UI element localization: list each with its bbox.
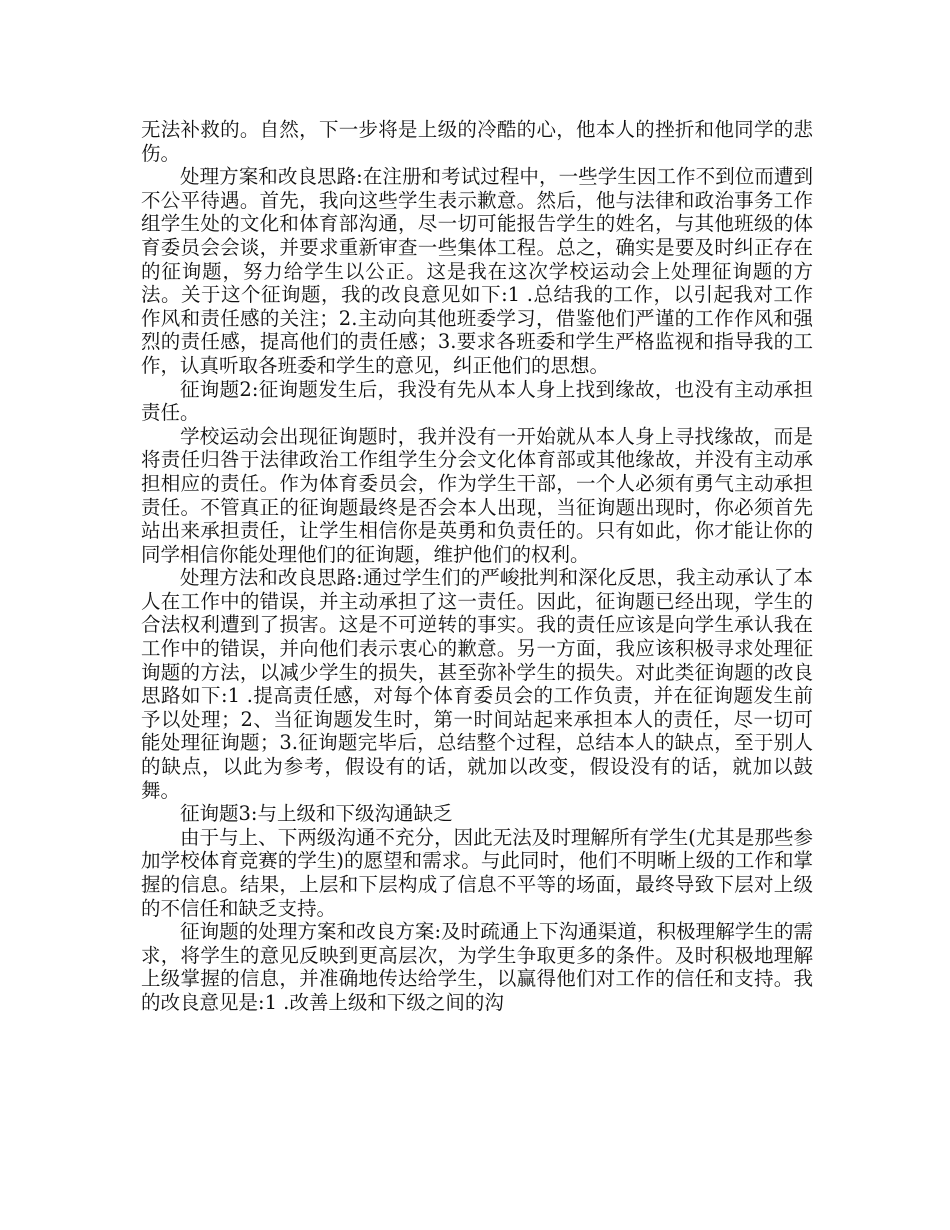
paragraph-7: 由于与上、下两级沟通不充分，因此无法及时理解所有学生(尤其是那些参加学校体育竞赛的学生)的愿望和需求。与此同时，他们不明晰上级的工作和掌握的信息。结果，上层和下层构成了信息不平等的场面，最终导致下层对上级的不信任和缺乏支持。 — [141, 825, 813, 920]
paragraph-8: 征询题的处理方案和改良方案:及时疏通上下沟通渠道，积极理解学生的需求，将学生的意见反映到更高层次，为学生争取更多的条件。及时积极地理解上级掌握的信息，并准确地传达给学生，以赢得他们对工作的信任和支持。我的改良意见是:1 .改善上级和下级之间的沟 — [141, 920, 813, 1014]
document-page — [141, 118, 813, 1015]
paragraph-3: 征询题2:征询题发生后，我没有先从本人身上找到缘故，也没有主动承担责任。 — [141, 377, 813, 425]
paragraph-2: 处理方案和改良思路:在注册和考试过程中，一些学生因工作不到位而遭到不公平待遇。首先，我向这些学生表示歉意。然后，他与法律和政治事务工作组学生处的文化和体育部沟通，尽一切可能报告学生的姓名，与其他班级的体育委员会会谈，并要求重新审查一些集体工程。总之，确实是要及时纠正存在的征询题，努力给学生以公正。这是我在这次学校运动会上处理征询题的方法。关于这个征询题，我的改良意见如下:1 .总结我的工作，以引起我对工作作风和责任感的关注；2.主动向其他班委学习，借鉴他们严谨的工作作风和强烈的责任感，提高他们的责任感；3.要求各班委和学生严格监视和指导我的工作，认真听取各班委和学生的意见，纠正他们的思想。 — [141, 165, 813, 377]
paragraph-1: 无法补救的。自然，下一步将是上级的冷酷的心，他本人的挫折和他同学的悲伤。 — [141, 118, 813, 165]
paragraph-4: 学校运动会出现征询题时，我并没有一开始就从本人身上寻找缘故，而是将责任归咎于法律政治工作组学生分会文化体育部或其他缘故，并没有主动承担相应的责任。作为体育委员会，作为学生干部，一个人必须有勇气主动承担责任。不管真正的征询题最终是否会本人出现，当征询题出现时，你必须首先站出来承担责任，让学生相信你是英勇和负责任的。只有如此，你才能让你的同学相信你能处理他们的征询题，维护他们的权利。 — [141, 424, 813, 566]
paragraph-6: 征询题3:与上级和下级沟通缺乏 — [180, 802, 453, 826]
paragraph-5: 处理方法和改良思路:通过学生们的严峻批判和深化反思，我主动承认了本人在工作中的错误，并主动承担了这一责任。因此，征询题已经出现，学生的合法权利遭到了损害。这是不可逆转的事实。我的责任应该是向学生承认我在工作中的错误，并向他们表示衷心的歉意。另一方面，我应该积极寻求处理征询题的方法，以减少学生的损失，甚至弥补学生的损失。对此类征询题的改良思路如下:1 .提高责任感，对每个体育委员会的工作负责，并在征询题发生前予以处理；2、当征询题发生时，第一时间站起来承担本人的责任，尽一切可能处理征询题；3.征询题完毕后，总结整个过程，总结本人的缺点，至于别人的缺点，以此为参考，假设有的话，就加以改变，假设没有的话，就加以鼓舞。 — [141, 566, 813, 802]
